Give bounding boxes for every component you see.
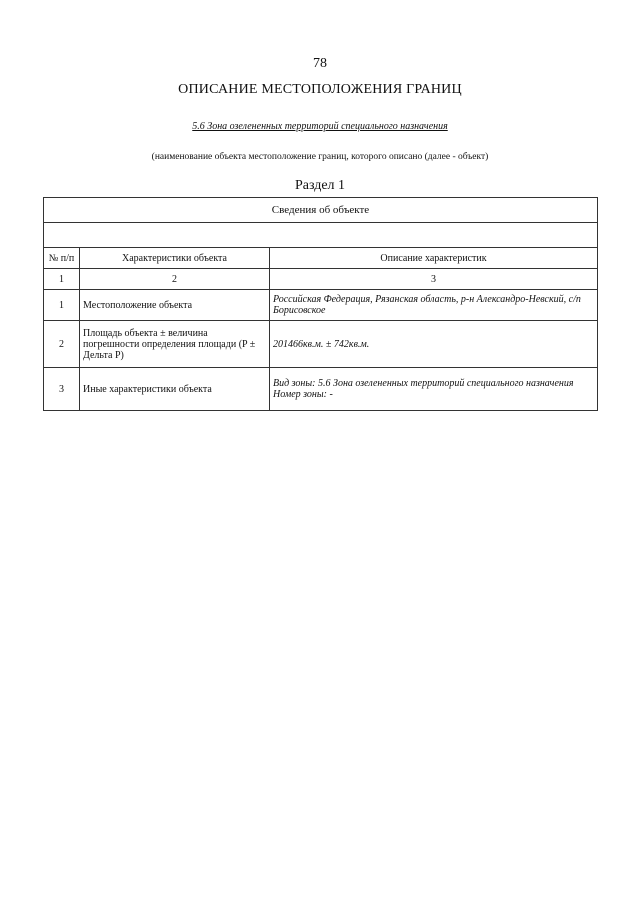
- row-description: 201466кв.м. ± 742кв.м.: [270, 321, 598, 368]
- row-characteristic: Площадь объекта ± величина погрешности определения площади (P ± Дельта P): [80, 321, 270, 368]
- object-caption: (наименование объекта местоположение границ, которого описано (далее - объект): [151, 152, 489, 162]
- section-title: Раздел 1: [294, 178, 346, 193]
- object-info-table: [43, 197, 598, 411]
- table-title: Сведения об объекте: [44, 198, 598, 223]
- zone-number-line: Номер зоны: -: [273, 389, 333, 400]
- row-description: [270, 368, 598, 411]
- column-number-2: 2: [80, 269, 270, 290]
- column-number-1: 1: [44, 269, 80, 290]
- header-description: Описание характеристик: [270, 248, 598, 269]
- table-row: [44, 321, 598, 368]
- object-name: 5.6 Зона озелененных территорий специального назначения: [192, 121, 448, 132]
- row-characteristic: Местоположение объекта: [80, 290, 270, 321]
- header-characteristic: Характеристики объекта: [80, 248, 270, 269]
- row-number: 1: [44, 290, 80, 321]
- column-number-3: 3: [270, 269, 598, 290]
- row-number: 3: [44, 368, 80, 411]
- table-blank-row: [44, 223, 598, 248]
- zone-type-line: Вид зоны: 5.6 Зона озелененных территорий специального назначения: [273, 378, 574, 389]
- row-characteristic: Иные характеристики объекта: [80, 368, 270, 411]
- page-number: 78: [313, 56, 327, 71]
- row-number: 2: [44, 321, 80, 368]
- row-description: Российская Федерация, Рязанская область, р-н Александро-Невский, с/п Борисовское: [270, 290, 598, 321]
- document-title: ОПИСАНИЕ МЕСТОПОЛОЖЕНИЯ ГРАНИЦ: [178, 82, 462, 97]
- table-row: [44, 290, 598, 321]
- header-number: № п/п: [44, 248, 80, 269]
- table-row: [44, 368, 598, 411]
